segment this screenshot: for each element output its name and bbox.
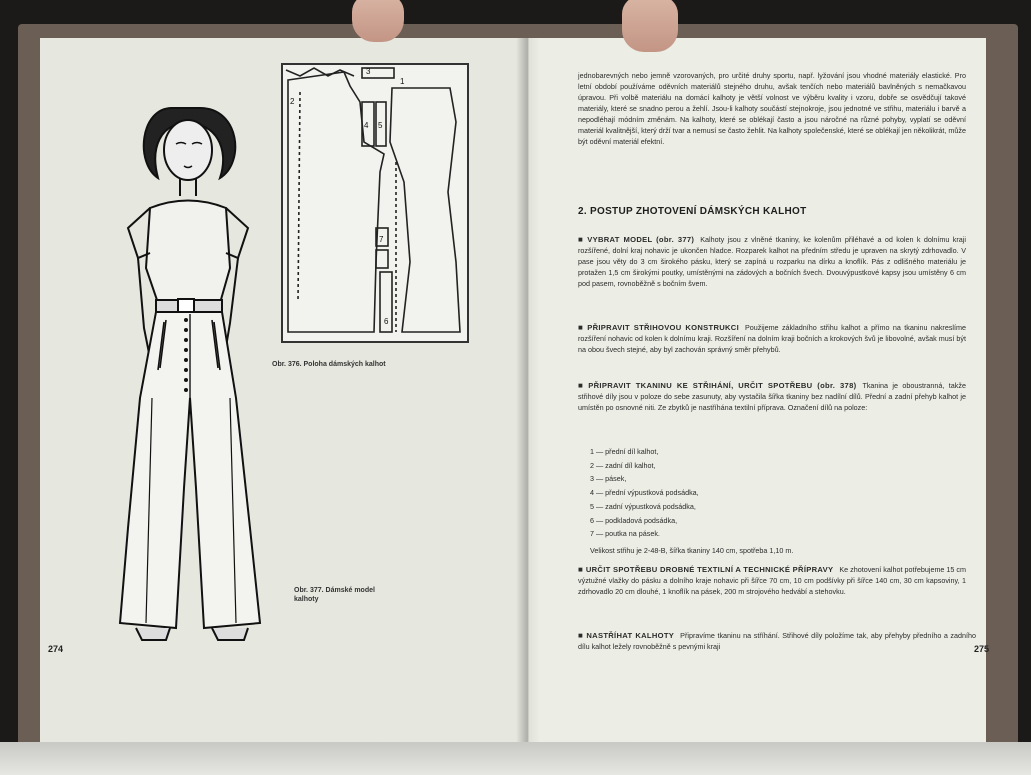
left-page-number: 274: [48, 644, 64, 654]
diagram-label-1: 1: [400, 77, 405, 86]
intro-paragraph: jednobarevných nebo jemně vzorovaných, pro určité druhy sportu, např. lyžování jsou vhodné materiály elastické. Pro letní období používáme oděvních materiálů stejného druhu, avšak tenčích nebo materiálů bavlněných s nemačkavou úpravou. Při volbě materiálu na domácí kalhoty je větší volnost ve výběru kvality i vzoru, dobře se osvědčují takové materiály, které se snadno perou a žehlí. Jsou-li kalhoty součástí stejnokroje, jsou jednotné ve střihu, materiálu i barvě a nepodléhají módním změnám. Na kalhoty, které se oblékají často a jsou náročné na různé pohyby, vyplatí se oděvní materiál kvalitnější, který drží tvar a nemusí se často žehlit. Na kalhoty společenské, které se oblékají jen několikrát, může být oděvní materiál efektní.: [578, 71, 966, 146]
legend-item: 4 — přední výpustková podsádka,: [590, 488, 699, 498]
diagram-label-3: 3: [366, 67, 371, 76]
table-surface: [0, 742, 1031, 775]
section-text: Ke zhotovení kalhot potřebujeme 15 cm výztužné vlažky do pásku a dolního kraje nohavic při šířce 70 cm, 10 cm podšívky při šířce 140 cm, 30 cm kapsoviny, 1 zdrhovadlo 20 cm dlouhé, 1 knoflík na pásek, 200 m strojového hedvábí a stehovku.: [578, 565, 967, 596]
pattern-piece-legend: [590, 445, 699, 541]
square-bullet-icon: ■: [578, 631, 584, 640]
section-text: Tkanina je oboustranná, takže střihové díly jsou v poloze do sebe zasunuty, aby vystačila šířka tkaniny bez nadílní dílů. Přední a zadní přehyb kalhot je umístěn po osnovné niti. Ze zbytků je nastříhána textilní příprava. Označení dílů na poloze:: [578, 381, 966, 412]
section-text: Použijeme základního střihu kalhot a přímo na tkaninu nakreslíme rozšíření nohavic od kolen k dolnímu kraji. Rozšíření na dolním kraji bočních a krokových švů je libovolné, avšak musí být na obou švech stejné, aby byl zachován správný směr přehybů.: [578, 323, 966, 354]
section-text: Připravíme tkaninu na stříhání. Střihové díly položíme tak, aby přehyby předního a zadního dílu kalhot ležely rovnoběžně s pevnými kraji: [578, 631, 977, 651]
section-title: URČIT SPOTŘEBU DROBNÉ TEXTILNÍ A TECHNICKÉ PŘÍPRAVY: [585, 565, 834, 574]
legend-item: 7 — poutka na pásek.: [590, 529, 660, 539]
legend-item: 1 — přední díl kalhot,: [590, 447, 659, 456]
square-bullet-icon: ■: [578, 235, 585, 244]
legend-item: 5 — zadní výpustková podsádka,: [590, 501, 696, 511]
right-page-number: 275: [974, 644, 990, 654]
left-page: [40, 38, 528, 742]
section-text: Kalhoty jsou z vlněné tkaniny, ke kolenům přiléhavé a od kolen k dolnímu kraji rozšířené, dolní kraj nohavic je ukončen hladce. Rozparek kalhot na předním středu je upraven na skrytý zdrhovadlo. V pase jsou věty do 3 cm širokého pásku, který se zapíná u rozparku na dírku a knoflík. Pás z odlišného materiálu je protažen 1,5 cm širokými poutky, umístěnými na zádových a bočních švech. Dvouvýpustkové kapsy jsou umístěny 6 cm pod pasem, rovnoběžně s bočním švem.: [578, 235, 966, 288]
finger-right: [622, 0, 678, 52]
diagram-label-4: 4: [364, 121, 369, 130]
finger-left: [352, 0, 404, 42]
figure-376-caption: Obr. 376. Poloha dámských kalhot: [272, 361, 386, 368]
diagram-label-6: 6: [384, 317, 389, 326]
legend-item: 2 — zadní díl kalhot,: [590, 460, 656, 470]
pattern-layout-diagram: [280, 62, 472, 346]
diagram-label-5: 5: [378, 121, 383, 130]
section-title: VYBRAT MODEL (obr. 377): [587, 235, 695, 244]
section-title: PŘIPRAVIT STŘIHOVOU KONSTRUKCI: [587, 323, 739, 332]
section-title: PŘIPRAVIT TKANINU KE STŘIHÁNÍ, URČIT SPOTŘEBU (obr. 378): [588, 381, 857, 390]
figure-377-caption: Obr. 377. Dámské model kalhoty: [294, 587, 375, 603]
section-cut-trousers: [578, 630, 976, 652]
square-bullet-icon: ■: [578, 323, 585, 332]
book-gutter: [516, 38, 540, 742]
section-prepare-pattern: [578, 322, 966, 355]
legend-item: 6 — podkladová podsádka,: [590, 515, 678, 525]
section-title: NASTŘÍHAT KALHOTY: [586, 631, 675, 640]
diagram-label-7: 7: [379, 235, 384, 244]
section-prepare-fabric: [578, 380, 966, 413]
section-accessories: [578, 564, 966, 597]
diagram-label-2: 2: [290, 97, 295, 106]
legend-item: 3 — pásek,: [590, 474, 627, 484]
square-bullet-icon: ■: [578, 565, 583, 574]
square-bullet-icon: ■: [578, 381, 586, 390]
section-select-model: [578, 234, 966, 289]
size-consumption-line: Velikost střihu je 2-48-B, šířka tkaniny 140 cm, spotřeba 1,10 m.: [590, 546, 794, 555]
right-page: [528, 38, 990, 742]
section-heading: 2. POSTUP ZHOTOVENÍ DÁMSKÝCH KALHOT: [578, 206, 807, 217]
